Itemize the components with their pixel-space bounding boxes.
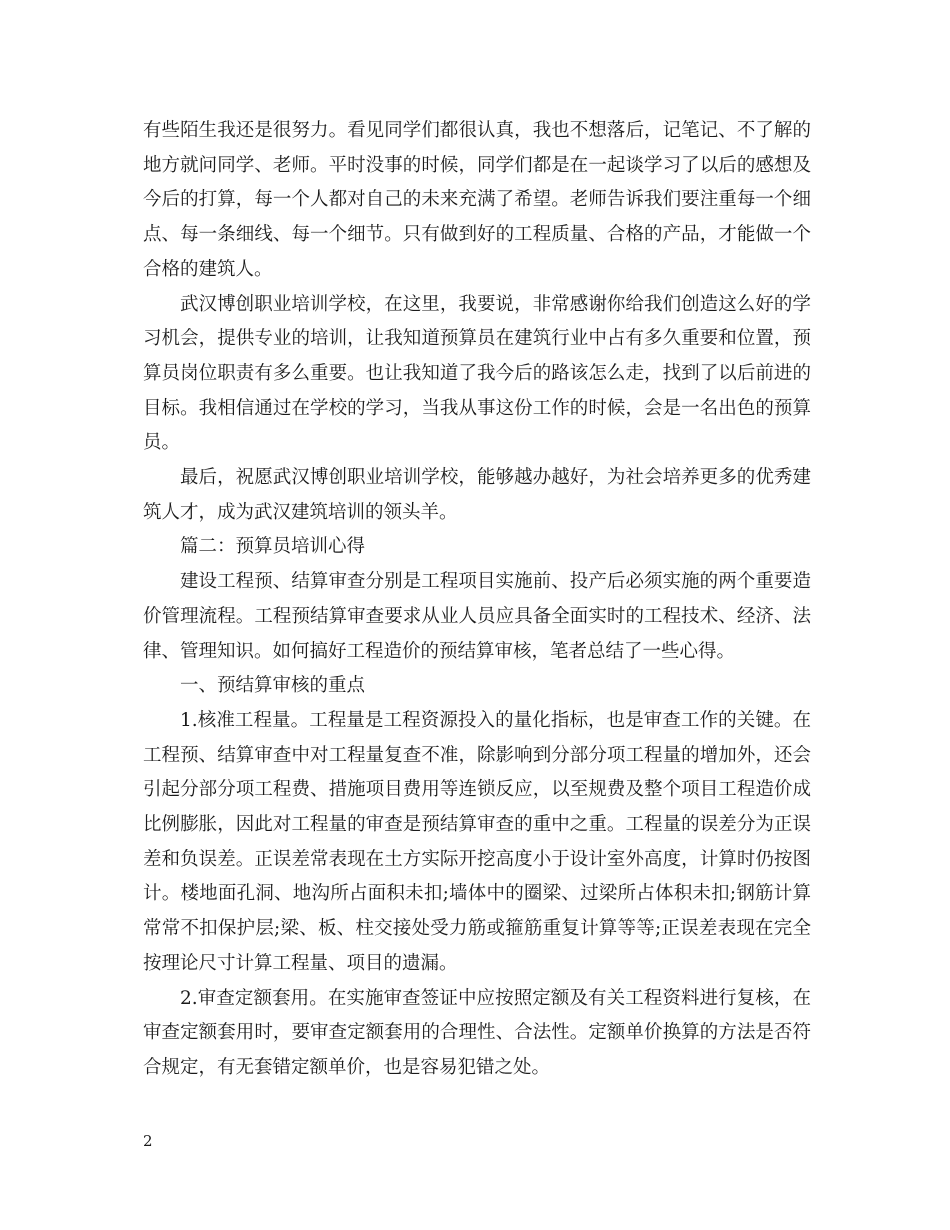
document-body bbox=[143, 114, 811, 1086]
paragraph-4: 建设工程预、结算审查分别是工程项目实施前、投产后必须实施的两个重要造价管理流程。工程预结算审查要求从业人员应具备全面实时的工程技术、经济、法律、管理知识。如何搞好工程造价的预结算审核，笔者总结了一些心得。 bbox=[143, 571, 811, 662]
paragraph-item-1: 1.核准工程量。工程量是工程资源投入的量化指标，也是审查工作的关键。在工程预、结算审查中对工程量复查不准，除影响到分部分项工程量的增加外，还会引起分部分项工程费、措施项目费用等连锁反应，以至规费及整个项目工程造价成比例膨胀，因此对工程量的审查是预结算审查的重中之重。工程量的误差分为正误差和负误差。正误差常表现在土方实际开挖高度小于设计室外高度，计算时仍按图计。楼地面孔洞、地沟所占面积未扣;墙体中的圈梁、过梁所占体积未扣;钢筋计算常常不扣保护层;梁、板、柱交接处受力筋或箍筋重复计算等等;正误差表现在完全按理论尺寸计算工程量、项目的遗漏。 bbox=[143, 709, 811, 974]
paragraph-1: 有些陌生我还是很努力。看见同学们都很认真，我也不想落后，记笔记、不了解的地方就问同学、老师。平时没事的时候，同学们都是在一起谈学习了以后的感想及今后的打算，每一个人都对自己的未来充满了希望。老师告诉我们要注重每一个细点、每一条细线、每一个细节。只有做到好的工程质量、合格的产品，才能做一个合格的建筑人。 bbox=[143, 120, 811, 280]
page-number: 2 bbox=[143, 1132, 153, 1150]
paragraph-item-2: 2.审查定额套用。在实施审查签证中应按照定额及有关工程资料进行复核，在审查定额套用时，要审查定额套用的合理性、合法性。定额单价换算的方法是否符合规定，有无套错定额单价，也是容易犯错之处。 bbox=[143, 987, 811, 1078]
paragraph-3: 最后，祝愿武汉博创职业培训学校，能够越办越好，为社会培养更多的优秀建筑人才，成为武汉建筑培训的领头羊。 bbox=[143, 467, 811, 523]
subheading-review-focus: 一、预结算审核的重点 bbox=[180, 675, 366, 697]
section-heading-part-two: 篇二：预算员培训心得 bbox=[180, 536, 366, 558]
paragraph-2: 武汉博创职业培训学校，在这里，我要说，非常感谢你给我们创造这么好的学习机会，提供专业的培训，让我知道预算员在建筑行业中占有多久重要和位置，预算员岗位职责有多么重要。也让我知道了我今后的路该怎么走，找到了以后前进的目标。我相信通过在学校的学习，当我从事这份工作的时候，会是一名出色的预算员。 bbox=[143, 293, 811, 454]
